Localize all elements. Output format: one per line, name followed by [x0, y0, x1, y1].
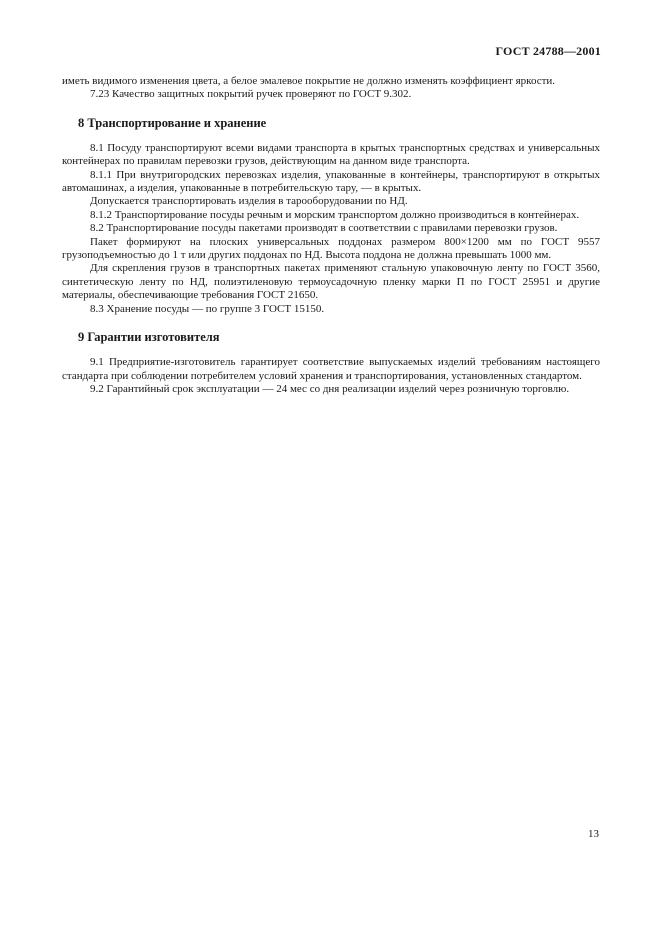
- paragraph-9-1: 9.1 Предприятие-изготовитель гарантирует соответствие выпускаемых изделий требованиям настоящего стандарта при соблюдении потребителем условий хранения и транспортирования, установленных стандартом.: [62, 356, 600, 382]
- paragraph-7-23: 7.23 Качество защитных покрытий ручек проверяют по ГОСТ 9.302.: [90, 88, 412, 101]
- section-8-heading: 8 Транспортирование и хранение: [78, 115, 267, 130]
- paragraph-8-2-pallet: Пакет формируют на плоских универсальных поддонах размером 800×1200 мм по ГОСТ 9557 грузоподъемностью до 1 т или других поддонах по НД. Высота поддона не должна превышать 1000 мм.: [62, 235, 600, 262]
- paragraph-8-1-1: 8.1.1 При внутригородских перевозках изделия, упакованные в контейнеры, транспортируют в открытых автомашинах, а изделия, упакованные в потребительскую тару, — в крытых.: [62, 168, 600, 195]
- paragraph-8-2-fastening: Для скрепления грузов в транспортных пакетах применяют стальную упаковочную ленту по ГОСТ 3560, синтетическую ленту по НД, полиэтиленовую термоусадочную пленку марки П по ГОСТ 25951 и другие материалы, обеспечивающие требования ГОСТ 21650.: [62, 262, 600, 302]
- paragraph-8-1-2: 8.1.2 Транспортирование посуды речным и морским транспортом должно производиться в контейнерах.: [90, 208, 580, 221]
- paragraph-9-2: 9.2 Гарантийный срок эксплуатации — 24 мес со дня реализации изделий через розничную торговлю.: [90, 382, 570, 395]
- document-code-header: ГОСТ 24788—2001: [495, 44, 601, 58]
- page-number: 13: [588, 828, 599, 840]
- section-9-heading: 9 Гарантии изготовителя: [78, 330, 220, 345]
- document-body: [62, 75, 600, 396]
- paragraph-8-1: 8.1 Посуду транспортируют всеми видами транспорта в крытых транспортных средствах и универсальных контейнерах по правилам перевозки грузов, действующим на данном виде транспорта.: [62, 141, 600, 168]
- paragraph-8-3: 8.3 Хранение посуды — по группе 3 ГОСТ 15150.: [90, 302, 325, 315]
- paragraph-continuation: иметь видимого изменения цвета, а белое эмалевое покрытие не должно изменять коэффициент яркости.: [62, 75, 556, 87]
- paragraph-8-2: 8.2 Транспортирование посуды пакетами производят в соответствии с правилами перевозки грузов.: [90, 222, 558, 235]
- paragraph-8-1-1-note: Допускается транспортировать изделия в тарооборудовании по НД.: [90, 195, 408, 208]
